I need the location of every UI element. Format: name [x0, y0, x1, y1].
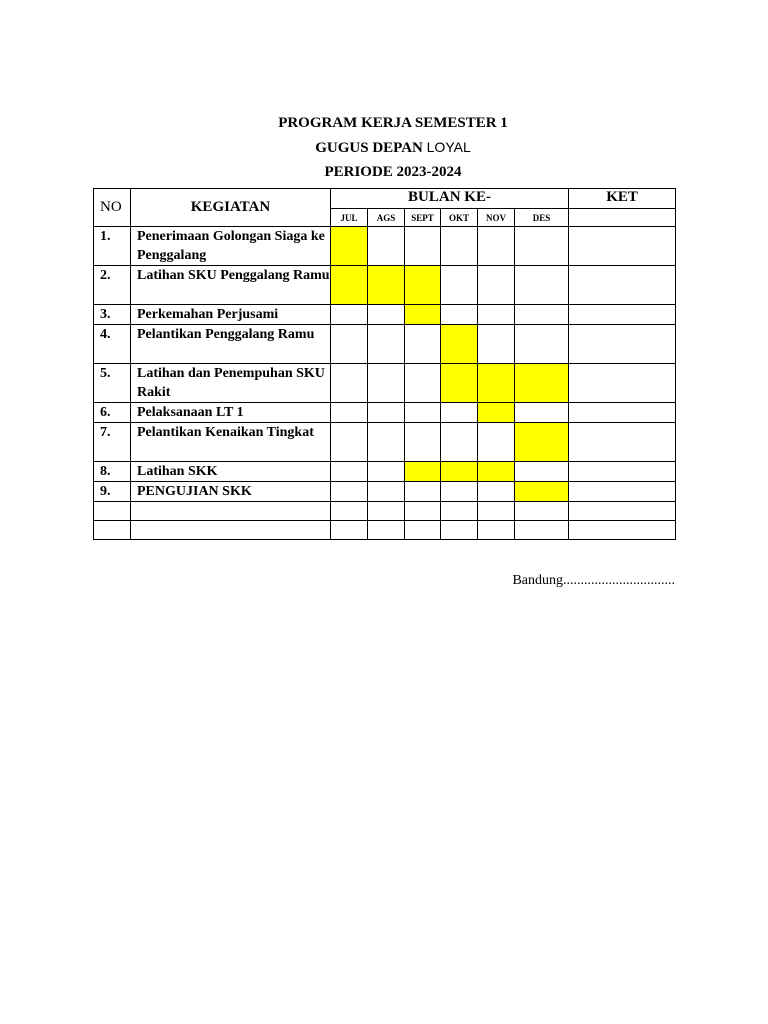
month-cell [331, 227, 368, 266]
table-body [94, 227, 676, 540]
activity-name: Penerimaan Golongan Siaga ke Penggalang [131, 227, 331, 266]
ket-cell [569, 403, 676, 423]
month-cell [368, 403, 405, 423]
row-number: 6. [94, 403, 131, 423]
table-row [94, 502, 676, 521]
month-header: SEPT [405, 209, 441, 227]
table-row [94, 482, 676, 502]
month-cell [441, 521, 478, 540]
document-title: PROGRAM KERJA SEMESTER 1 [278, 115, 508, 131]
activity-name: Latihan dan Penempuhan SKU Rakit [131, 364, 331, 403]
month-cell [515, 364, 569, 403]
month-cell [478, 403, 515, 423]
month-cell [331, 305, 368, 325]
table-row [94, 266, 676, 305]
month-cell [368, 521, 405, 540]
table-row [94, 462, 676, 482]
month-cell [368, 325, 405, 364]
subtitle-prefix: GUGUS DEPAN [315, 140, 427, 156]
activity-name: Pelaksanaan LT 1 [131, 403, 331, 423]
ket-cell [569, 502, 676, 521]
month-cell [441, 462, 478, 482]
table-row [94, 403, 676, 423]
month-cell [441, 325, 478, 364]
month-cell [478, 521, 515, 540]
month-cell [405, 521, 441, 540]
month-cell [331, 364, 368, 403]
activity-name: Latihan SKK [131, 462, 331, 482]
month-cell [331, 325, 368, 364]
month-cell [441, 227, 478, 266]
header-kegiatan: KEGIATAN [131, 189, 331, 227]
ket-cell [569, 423, 676, 462]
row-number: 8. [94, 462, 131, 482]
month-cell [478, 462, 515, 482]
month-header: NOV [478, 209, 515, 227]
month-cell [515, 305, 569, 325]
activity-name: Latihan SKU Penggalang Ramu [131, 266, 331, 305]
month-header: OKT [441, 209, 478, 227]
month-cell [331, 482, 368, 502]
month-cell [405, 266, 441, 305]
month-cell [515, 266, 569, 305]
month-cell [331, 521, 368, 540]
month-cell [441, 305, 478, 325]
subtitle-name: LOYAL [426, 139, 471, 155]
program-table [93, 188, 676, 540]
month-cell [441, 364, 478, 403]
signature-place: Bandung................................ [512, 573, 675, 588]
row-number: 4. [94, 325, 131, 364]
month-cell [441, 482, 478, 502]
month-cell [515, 403, 569, 423]
month-cell [478, 482, 515, 502]
month-cell [405, 325, 441, 364]
month-cell [515, 482, 569, 502]
month-cell [515, 423, 569, 462]
document-period: PERIODE 2023-2024 [324, 164, 462, 180]
month-cell [515, 502, 569, 521]
month-cell [515, 521, 569, 540]
month-cell [478, 227, 515, 266]
month-header: JUL [331, 209, 368, 227]
month-cell [478, 364, 515, 403]
month-cell [515, 325, 569, 364]
header-ket: KET [569, 189, 676, 209]
row-number: 9. [94, 482, 131, 502]
month-cell [368, 266, 405, 305]
month-cell [441, 266, 478, 305]
month-cell [405, 423, 441, 462]
ket-cell [569, 364, 676, 403]
month-cell [515, 462, 569, 482]
month-cell [405, 502, 441, 521]
month-cell [405, 305, 441, 325]
month-cell [405, 227, 441, 266]
month-cell [405, 462, 441, 482]
activity-name: Pelantikan Kenaikan Tingkat [131, 423, 331, 462]
activity-name [131, 502, 331, 521]
ket-cell [569, 482, 676, 502]
month-cell [478, 325, 515, 364]
ket-cell [569, 325, 676, 364]
ket-cell [569, 521, 676, 540]
row-number: 7. [94, 423, 131, 462]
month-cell [368, 502, 405, 521]
table-row [94, 325, 676, 364]
ket-cell [569, 305, 676, 325]
document-subtitle [0, 139, 768, 157]
row-number: 3. [94, 305, 131, 325]
month-cell [478, 266, 515, 305]
ket-subheader [569, 209, 676, 227]
month-cell [441, 502, 478, 521]
table-row [94, 521, 676, 540]
month-cell [405, 403, 441, 423]
month-cell [368, 482, 405, 502]
activity-name: Pelantikan Penggalang Ramu [131, 325, 331, 364]
activity-name [131, 521, 331, 540]
ket-cell [569, 462, 676, 482]
month-cell [331, 462, 368, 482]
activity-name: Perkemahan Perjusami [131, 305, 331, 325]
month-cell [405, 482, 441, 502]
month-cell [331, 423, 368, 462]
month-cell [441, 423, 478, 462]
month-cell [368, 227, 405, 266]
ket-cell [569, 227, 676, 266]
table-row [94, 364, 676, 403]
month-cell [478, 423, 515, 462]
header-no: NO [94, 189, 131, 227]
month-header: DES [515, 209, 569, 227]
row-number [94, 502, 131, 521]
month-cell [331, 502, 368, 521]
row-number [94, 521, 131, 540]
month-cell [478, 305, 515, 325]
table-row [94, 423, 676, 462]
row-number: 5. [94, 364, 131, 403]
row-number: 2. [94, 266, 131, 305]
header-bulan: BULAN KE- [331, 189, 569, 209]
month-cell [331, 403, 368, 423]
month-cell [478, 502, 515, 521]
month-cell [515, 227, 569, 266]
month-cell [368, 423, 405, 462]
activity-name: PENGUJIAN SKK [131, 482, 331, 502]
month-cell [368, 462, 405, 482]
row-number: 1. [94, 227, 131, 266]
table-row [94, 305, 676, 325]
month-header: AGS [368, 209, 405, 227]
month-cell [368, 364, 405, 403]
ket-cell [569, 266, 676, 305]
month-cell [368, 305, 405, 325]
table-row [94, 227, 676, 266]
month-cell [405, 364, 441, 403]
month-cell [441, 403, 478, 423]
month-cell [331, 266, 368, 305]
